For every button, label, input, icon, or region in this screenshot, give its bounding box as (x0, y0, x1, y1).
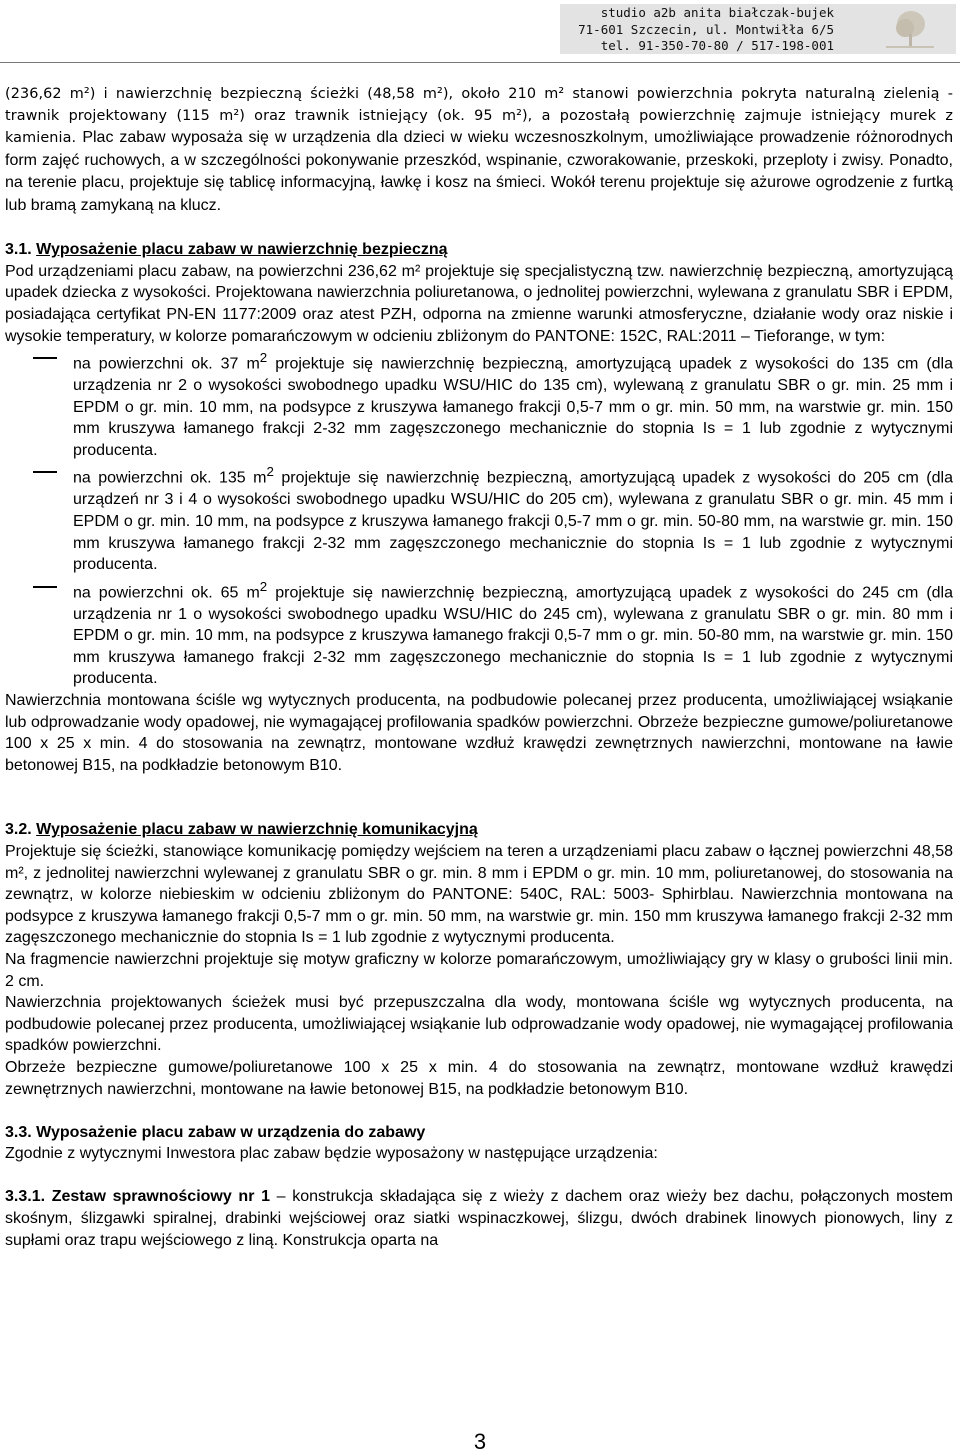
list-item: na powierzchni ok. 135 $m^2$ projektuje się nawierzchnię bezpieczną, amortyzującą upadek z wysokości do 205 cm (dla urządzeń nr 3 i 4 o wysokości swobodnego upadku WSU/HIC do 205 cm), wylewana z granulatu SBR o gr. min. 45 mm i EPDM o gr. min. 10 mm, na podsypce z kruszywa łamanego frakcji 0,5-7 mm o gr. min. 50-80 mm, na warstwie gr. min. 150 mm kruszywa łamanego frakcji 2-32 mm zagęszczonego mechanicznie do stopnia Is = 1 lub zgodnie z wytycznymi producenta. (5, 461, 953, 575)
paragraph-3-2-a: Projektuje się ścieżki, stanowiące komunikację pomiędzy wejściem na teren a urządzeniami placu zabaw o łącznej powierzchni 48,58 m², z jednolitej nawierzchni wylewanej z granulatu SBR o gr. min. 8 mm i EPDM o gr. min. 10 mm, poliuretanowej, do stosowania na zewnątrz, w kolorze niebieskim w odcieniu zbliżonym do PANTONE: 540C, RAL: 5003- Sphirblau. Nawierzchnia montowana na podsypce z kruszywa łamanego frakcji 0,5-7 mm o gr. min. 50 mm, na warstwie gr. min. 150 mm kruszywa łamanego frakcji 2-32 mm zagęszczonego mechanicznie do stopnia Is = 1 lub zgodnie z wytycznymi producenta. (5, 842, 953, 947)
page-header (0, 0, 960, 58)
studio-contact (578, 5, 834, 55)
list-item: na powierzchni ok. 37 $m^2$ projektuje się nawierzchnię bezpieczną, amortyzującą upadek z wysokości do 135 cm (dla urządzenia nr 2 o wysokości swobodnego upadku WSU/HIC do 135 cm), wylewaną z granulatu SBR o gr. min. 25 mm i EPDM o gr. min. 10 mm, na podsypce z kruszywa łamanego frakcji 0,5-7 mm o gr. min. 50 mm, na warstwie gr. min. 150 mm kruszywa łamanego frakcji 2-32 mm zagęszczonego mechanicznie do stopnia Is = 1 lub zgodnie z wytycznymi producenta. (5, 347, 953, 461)
section-title-3-2: Wyposażenie placu zabaw w nawierzchnię komunikacyjną (36, 821, 478, 839)
paragraph-intro (5, 84, 953, 218)
studio-address: 71-601 Szczecin, ul. Montwiłła 6/5 (578, 21, 834, 37)
paragraph-3-1-montage: Nawierzchnia montowana ściśle wg wytycznych producenta, na podbudowie polecanej przez producenta, umożliwiającej wsiąkanie lub odprowadzanie wody opadowej, nie wymagającej profilowania spadków powierzchni. Obrzeże bezpieczne gumowe/poliuretanowe 100 x 25 x min. 4 do stosowania na zewnątrz, montowane wzdłuż krawędzi zewnętrznych nawierzchni, montowane na ławie betonowej B15, na podkładzie betonowym B10. (5, 692, 953, 774)
dash-bullet (33, 471, 57, 473)
paragraph-3-3-1-text: – konstrukcja składająca się z wieży z dachem oraz wieży bez dachu, połączonych mostem skośnym, ślizgawki spiralnej, drabinki wejściowej oraz siatki wspinaczkowej, ślizgu, dwóch drabinek linowych pionowych, liny z supłami oraz trapu wejściowego z liną. Konstrukcja oparta na (5, 1188, 953, 1249)
paragraph-3-2-c: Nawierzchnia projektowanych ścieżek musi być przepuszczalna dla wody, montowana ściśle wg wytycznych producenta, na podbudowie polecanej przez producenta, umożliwiającej wsiąkanie lub odprowadzanie wody opadowej, nie wymagającej profilowania spadków powierzchni. (5, 994, 953, 1055)
header-divider (0, 62, 960, 63)
section-heading-3-1 (5, 239, 953, 261)
page-number: 3 (473, 1429, 487, 1454)
section-heading-3-3-1: 3.3.1. Zestaw sprawnościowy nr 1 (5, 1188, 270, 1206)
section-number-3-1: 3.1. (5, 241, 32, 259)
studio-phone: tel. 91-350-70-80 / 517-198-001 (600, 38, 834, 53)
section-number-3-2: 3.2. (5, 821, 32, 839)
surface-list (5, 347, 953, 690)
list-item: na powierzchni ok. 65 $m^2$ projektuje się nawierzchnię bezpieczną, amortyzującą upadek z wysokości do 245 cm (dla urządzenia nr 1 o wysokości swobodnego upadku WSU/HIC do 245 cm), wylewana z granulatu SBR o gr. min. 80 mm i EPDM o gr. min. 10 mm, na podsypce z kruszywa łamanego frakcji 0,5-7 mm o gr. min. 50-80 mm, na warstwie gr. min. 150 mm kruszywa łamanego frakcji 2-32 mm zagęszczonego mechanicznie do stopnia Is = 1 lub zgodnie z wytycznymi producenta. (5, 576, 953, 690)
section-heading-3-3: 3.3. Wyposażenie placu zabaw w urządzenia do zabawy (5, 1123, 426, 1141)
paragraph-3-2-d: Obrzeże bezpieczne gumowe/poliuretanowe 100 x 25 x min. 4 do stosowania na zewnątrz, montowane wzdłuż krawędzi zewnętrznych nawierzchni, montowane na ławie betonowej B15, na podkładzie betonowym B10. (5, 1058, 953, 1098)
document-body (5, 84, 953, 1251)
section-title-3-1: Wyposażenie placu zabaw w nawierzchnię bezpieczną (36, 241, 448, 259)
paragraph-3-2-b: Na fragmencie nawierzchni projektuje się motyw graficzny w kolorze pomarańczowym, umożliwiający gry w klasy o grubości linii min. 2 cm. (5, 950, 953, 990)
intro-text-a: (236,62 m²) i nawierzchnię bezpieczną ścieżki (48,58 m²), około 210 m² stanowi powierzchnia pokryta naturalną zielenią - trawnik projektowany (115 m²) oraz trawnik istniejący (ok. 95 m²), a pozostałą powierzchnię zajmuje istniejący murek z kamienia. (5, 86, 953, 147)
paragraph-3-3: Zgodnie z wytycznymi Inwestora plac zabaw będzie wyposażony w następujące urządzenia: (5, 1145, 658, 1163)
studio-name: studio a2b anita białczak-bujek (600, 5, 834, 20)
section-heading-3-2 (5, 819, 953, 841)
paragraph-3-3-1 (5, 1186, 953, 1251)
dash-bullet (33, 357, 57, 359)
intro-text-b: Plac zabaw wyposaża się w urządzenia dla dzieci w wieku wczesnoszkolnym, umożliwiające prowadzenie różnorodnych form zajęć ruchowych, a w szczególności pokonywanie przeszkód, wspinanie, czworakowanie, przeskoki, przeploty i zwisy. Ponadto, na terenie placu, projektuje się tablicę informacyjną, ławkę i kosz na śmieci. Wokół terenu projektuje się ażurowe ogrodzenie z furtką lub bramą zamykaną na klucz. (5, 129, 953, 214)
tree-logo-icon (878, 6, 938, 52)
paragraph-3-1: Pod urządzeniami placu zabaw, na powierzchni 236,62 m² projektuje się specjalistyczną tzw. nawierzchnię bezpieczną, amortyzującą upadek dziecka z wysokości. Projektowana nawierzchnia poliuretanowa, o jednolitej powierzchni, wylewana z granulatu SBR i EPDM, posiadająca certyfikat PN-EN 1177:2009 oraz atest PZH, odporna na zmienne warunki atmosferyczne, działanie wody oraz niskie i wysokie temperatury, w kolorze pomarańczowym w odcieniu zbliżonym do PANTONE: 152C, RAL:2011 – Tieforange, w tym: (5, 262, 953, 345)
dash-bullet (33, 586, 57, 588)
